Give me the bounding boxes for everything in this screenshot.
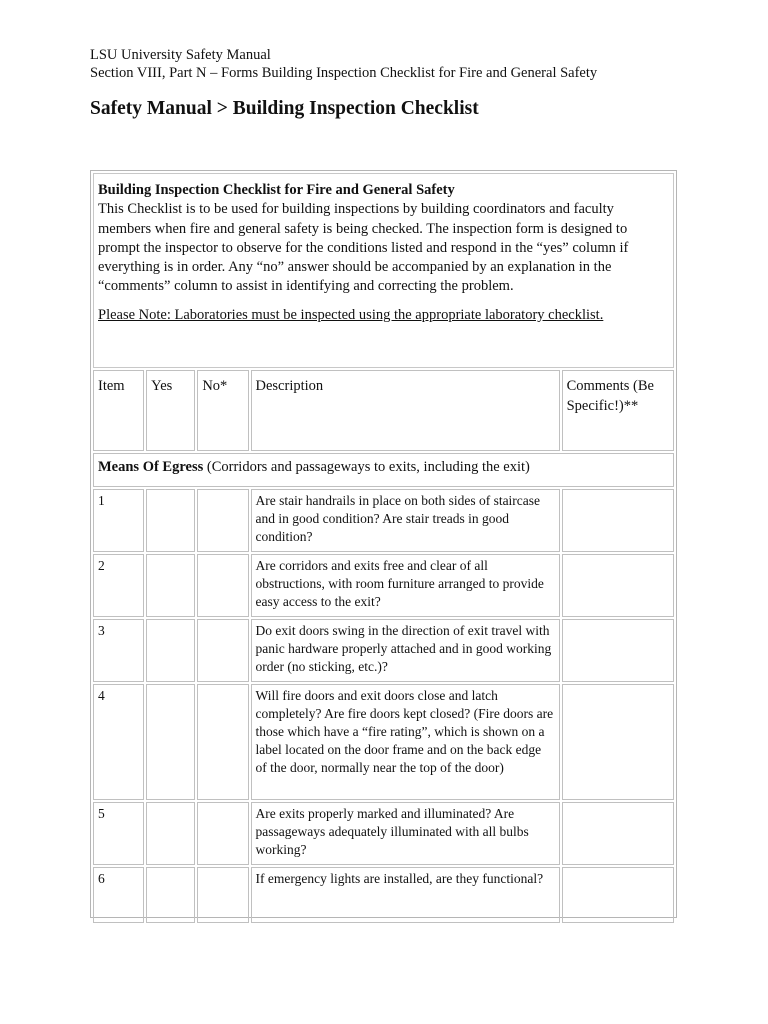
- description-cell: Will fire doors and exit doors close and latch completely? Are fire doors kept closed? (Fire doors are those which have a “fire rating”, which is shown on a label located on the door frame and on the back edge of the door, normally near the top of the door): [251, 684, 560, 800]
- description-cell: Are stair handrails in place on both sides of staircase and in good condition? Are stair treads in good condition?: [251, 489, 560, 552]
- yes-cell[interactable]: [146, 867, 195, 923]
- no-cell[interactable]: [197, 867, 248, 923]
- description-cell: Are corridors and exits free and clear of all obstructions, with room furniture arranged to provide easy access to the exit?: [251, 554, 560, 617]
- table-row: [93, 554, 674, 617]
- header-section-line: Section VIII, Part N – Forms Building Inspection Checklist for Fire and General Safety: [90, 65, 598, 81]
- page-title: Safety Manual > Building Inspection Checklist: [90, 98, 479, 119]
- column-header-yes: Yes: [146, 370, 195, 451]
- item-number-cell: 4: [93, 684, 144, 800]
- section-name: Means Of Egress: [98, 459, 204, 475]
- section-row: [93, 453, 674, 487]
- comments-cell[interactable]: [562, 684, 674, 800]
- item-number-cell: 3: [93, 619, 144, 682]
- table-row: [93, 867, 674, 923]
- comments-cell[interactable]: [562, 619, 674, 682]
- yes-cell[interactable]: [146, 554, 195, 617]
- no-cell[interactable]: [197, 802, 248, 865]
- intro-box: [93, 173, 674, 368]
- column-header-description: Description: [251, 370, 560, 451]
- no-cell[interactable]: [197, 554, 248, 617]
- intro-heading: Building Inspection Checklist for Fire and General Safety: [98, 182, 455, 198]
- section-description: (Corridors and passageways to exits, including the exit): [203, 459, 530, 475]
- page-header: [90, 46, 750, 82]
- column-header-no: No*: [197, 370, 248, 451]
- table-row: [93, 619, 674, 682]
- item-number-cell: 6: [93, 867, 144, 923]
- item-number-cell: 5: [93, 802, 144, 865]
- intro-body: This Checklist is to be used for building inspections by building coordinators and faculty members when fire and general safety is being checked. The inspection form is designed to prompt the inspector to observe for the conditions listed and respond in the “yes” column if everything is in order. Any “no” answer should be accompanied by an explanation in the “comments” column to assist in identifying and correcting the problem.: [98, 201, 629, 295]
- yes-cell[interactable]: [146, 802, 195, 865]
- description-cell: Do exit doors swing in the direction of exit travel with panic hardware properly attached and in good working order (no sticking, etc.)?: [251, 619, 560, 682]
- section-cell: [93, 453, 674, 487]
- comments-cell[interactable]: [562, 802, 674, 865]
- comments-cell[interactable]: [562, 554, 674, 617]
- yes-cell[interactable]: [146, 684, 195, 800]
- intro-note: Please Note: Laboratories must be inspected using the appropriate laboratory checklist.: [98, 306, 604, 323]
- comments-cell[interactable]: [562, 867, 674, 923]
- column-header-item: Item: [93, 370, 144, 451]
- item-number-cell: 1: [93, 489, 144, 552]
- checklist-frame: [90, 170, 677, 918]
- table-row: [93, 802, 674, 865]
- no-cell[interactable]: [197, 684, 248, 800]
- comments-cell[interactable]: [562, 489, 674, 552]
- table-header-row: [93, 370, 674, 451]
- yes-cell[interactable]: [146, 619, 195, 682]
- description-cell: Are exits properly marked and illuminated? Are passageways adequately illuminated with all bulbs working?: [251, 802, 560, 865]
- item-number-cell: 2: [93, 554, 144, 617]
- table-row: [93, 489, 674, 552]
- table-row: [93, 684, 674, 800]
- yes-cell[interactable]: [146, 489, 195, 552]
- checklist-table: [91, 368, 676, 925]
- no-cell[interactable]: [197, 489, 248, 552]
- no-cell[interactable]: [197, 619, 248, 682]
- header-manual-name: LSU University Safety Manual: [90, 47, 271, 63]
- column-header-comments: Comments (Be Specific!)**: [562, 370, 674, 451]
- description-cell: If emergency lights are installed, are they functional?: [251, 867, 560, 923]
